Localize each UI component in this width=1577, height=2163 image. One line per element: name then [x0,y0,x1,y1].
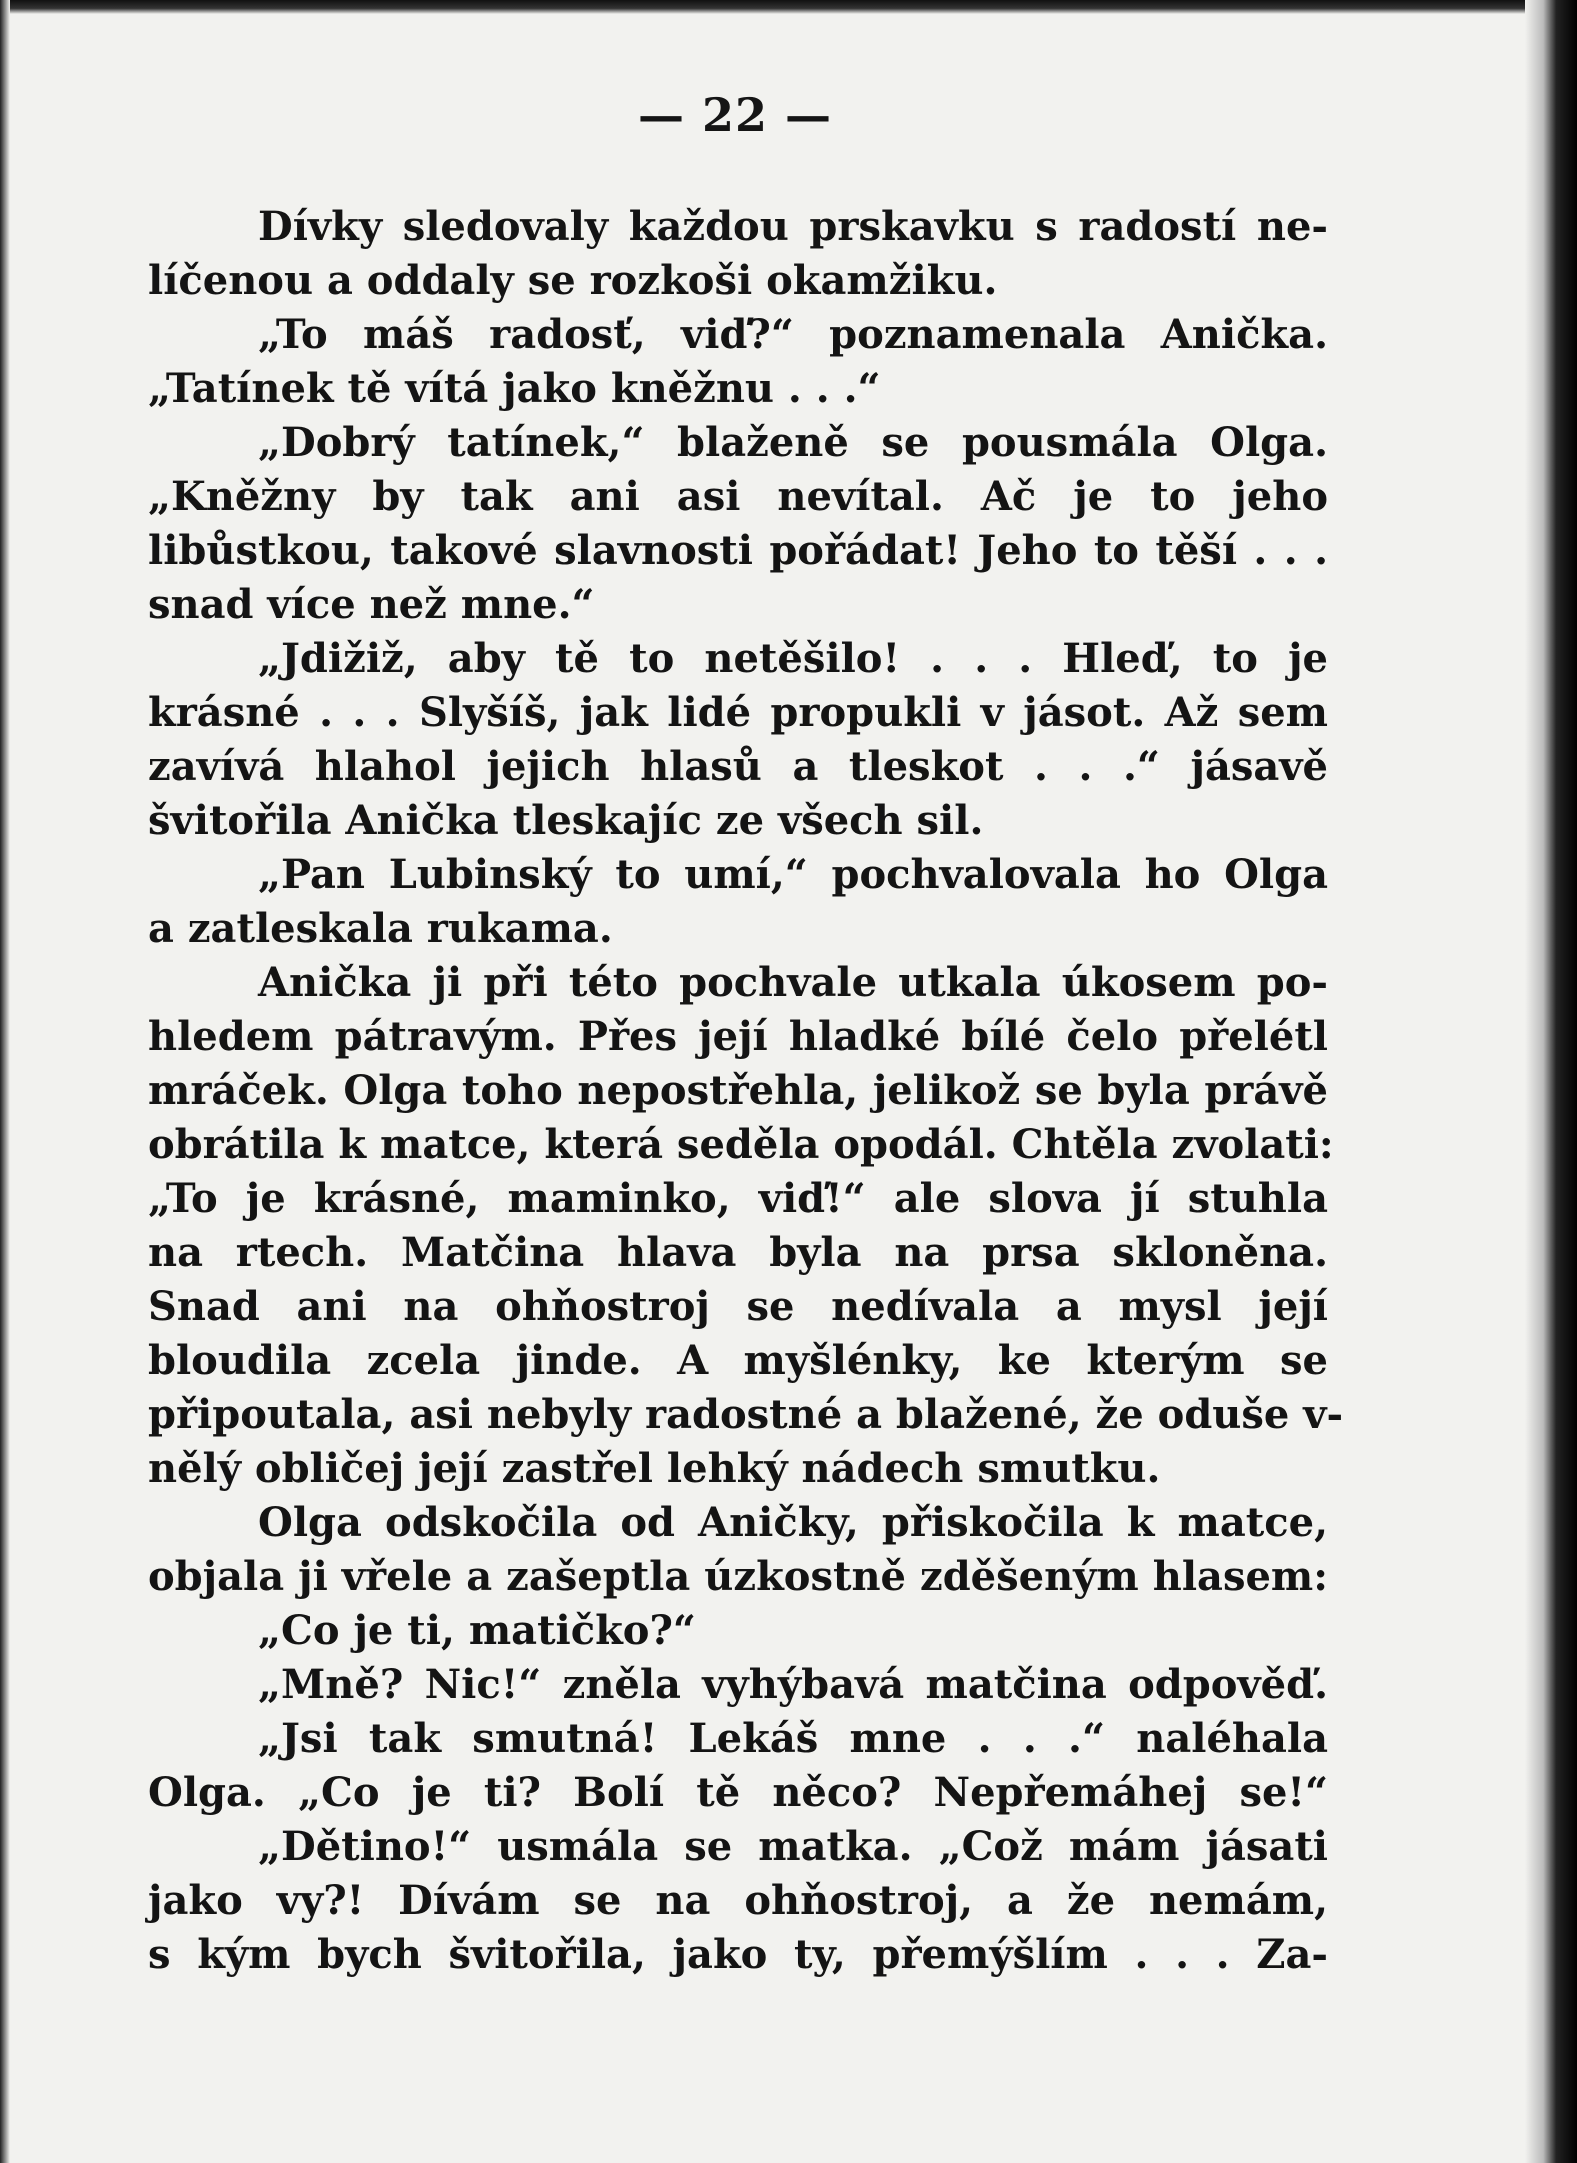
text-line: na rtech. Matčina hlava byla na prsa skloněna. [148,1229,1328,1276]
text-line: Olga odskočila od Aničky, přiskočila k matce, [258,1499,1328,1546]
scan-left-edge [0,0,10,2163]
text-line: připoutala, asi nebyly radostné a blažené, že oduše v- [148,1391,1344,1438]
text-line: libůstkou, takové slavnosti pořádat! Jeho to těší . . . [148,527,1328,574]
text-line: „Pan Lubinský to umí,“ pochvalovala ho Olga [258,851,1328,898]
text-line: švitořila Anička tleskajíc ze všech sil. [148,797,984,844]
body-text [148,200,1344,1982]
text-line: „To máš radosť, viď?“ poznamenala Anička. [258,311,1328,358]
text-line: Anička ji při této pochvale utkala úkosem po- [258,959,1328,1006]
text-line: líčenou a oddaly se rozkoši okamžiku. [148,257,998,304]
text-line: a zatleskala rukama. [148,905,613,952]
scan-top-edge [0,0,1577,14]
text-line: s kým bych švitořila, jako ty, přemýšlím . . . Za- [148,1931,1328,1978]
text-line: Olga. „Co je ti? Bolí tě něco? Nepřemáhej se!“ [148,1769,1328,1816]
text-line: obrátila k matce, která seděla opodál. Chtěla zvolati: [148,1121,1334,1168]
text-line: mráček. Olga toho nepostřehla, jelikož se byla právě [148,1067,1328,1114]
text-line: snad více než mne.“ [148,581,595,628]
text-line: objala ji vřele a zašeptla úzkostně zděšeným hlasem: [148,1553,1328,1600]
text-line: „Jsi tak smutná! Lekáš mne . . .“ naléhala [258,1715,1328,1762]
text-line: hledem pátravým. Přes její hladké bílé čelo přelétl [148,1013,1328,1060]
text-line: „To je krásné, maminko, viď!“ ale slova jí stuhla [148,1175,1328,1222]
text-line: „Jdižiž, aby tě to netěšilo! . . . Hleď, to je [258,635,1328,682]
page-number: — 22 — [637,88,833,142]
text-line: zavívá hlahol jejich hlasů a tleskot . . .“ jásavě [148,743,1328,790]
text-line: bloudila zcela jinde. A myšlénky, ke kterým se [148,1337,1328,1384]
book-binding-edge [1525,0,1577,2163]
text-line: jako vy?! Dívám se na ohňostroj, a že nemám, [148,1877,1328,1924]
text-line: nělý obličej její zastřel lehký nádech smutku. [148,1445,1161,1492]
text-line: krásné . . . Slyšíš, jak lidé propukli v jásot. Až sem [148,689,1328,736]
text-line: „Co je ti, matičko?“ [258,1607,696,1654]
text-line: „Tatínek tě vítá jako kněžnu . . .“ [148,365,881,412]
text-line: „Mně? Nic!“ zněla vyhýbavá matčina odpověď. [258,1661,1328,1708]
text-line: „Dětino!“ usmála se matka. „Což mám jásati [258,1823,1328,1870]
text-line: „Kněžny by tak ani asi nevítal. Ač je to jeho [148,473,1328,520]
text-line: Snad ani na ohňostroj se nedívala a mysl její [148,1283,1328,1330]
text-line: Dívky sledovaly každou prskavku s radostí ne- [258,203,1328,250]
text-line: „Dobrý tatínek,“ blaženě se pousmála Olga. [258,419,1328,466]
